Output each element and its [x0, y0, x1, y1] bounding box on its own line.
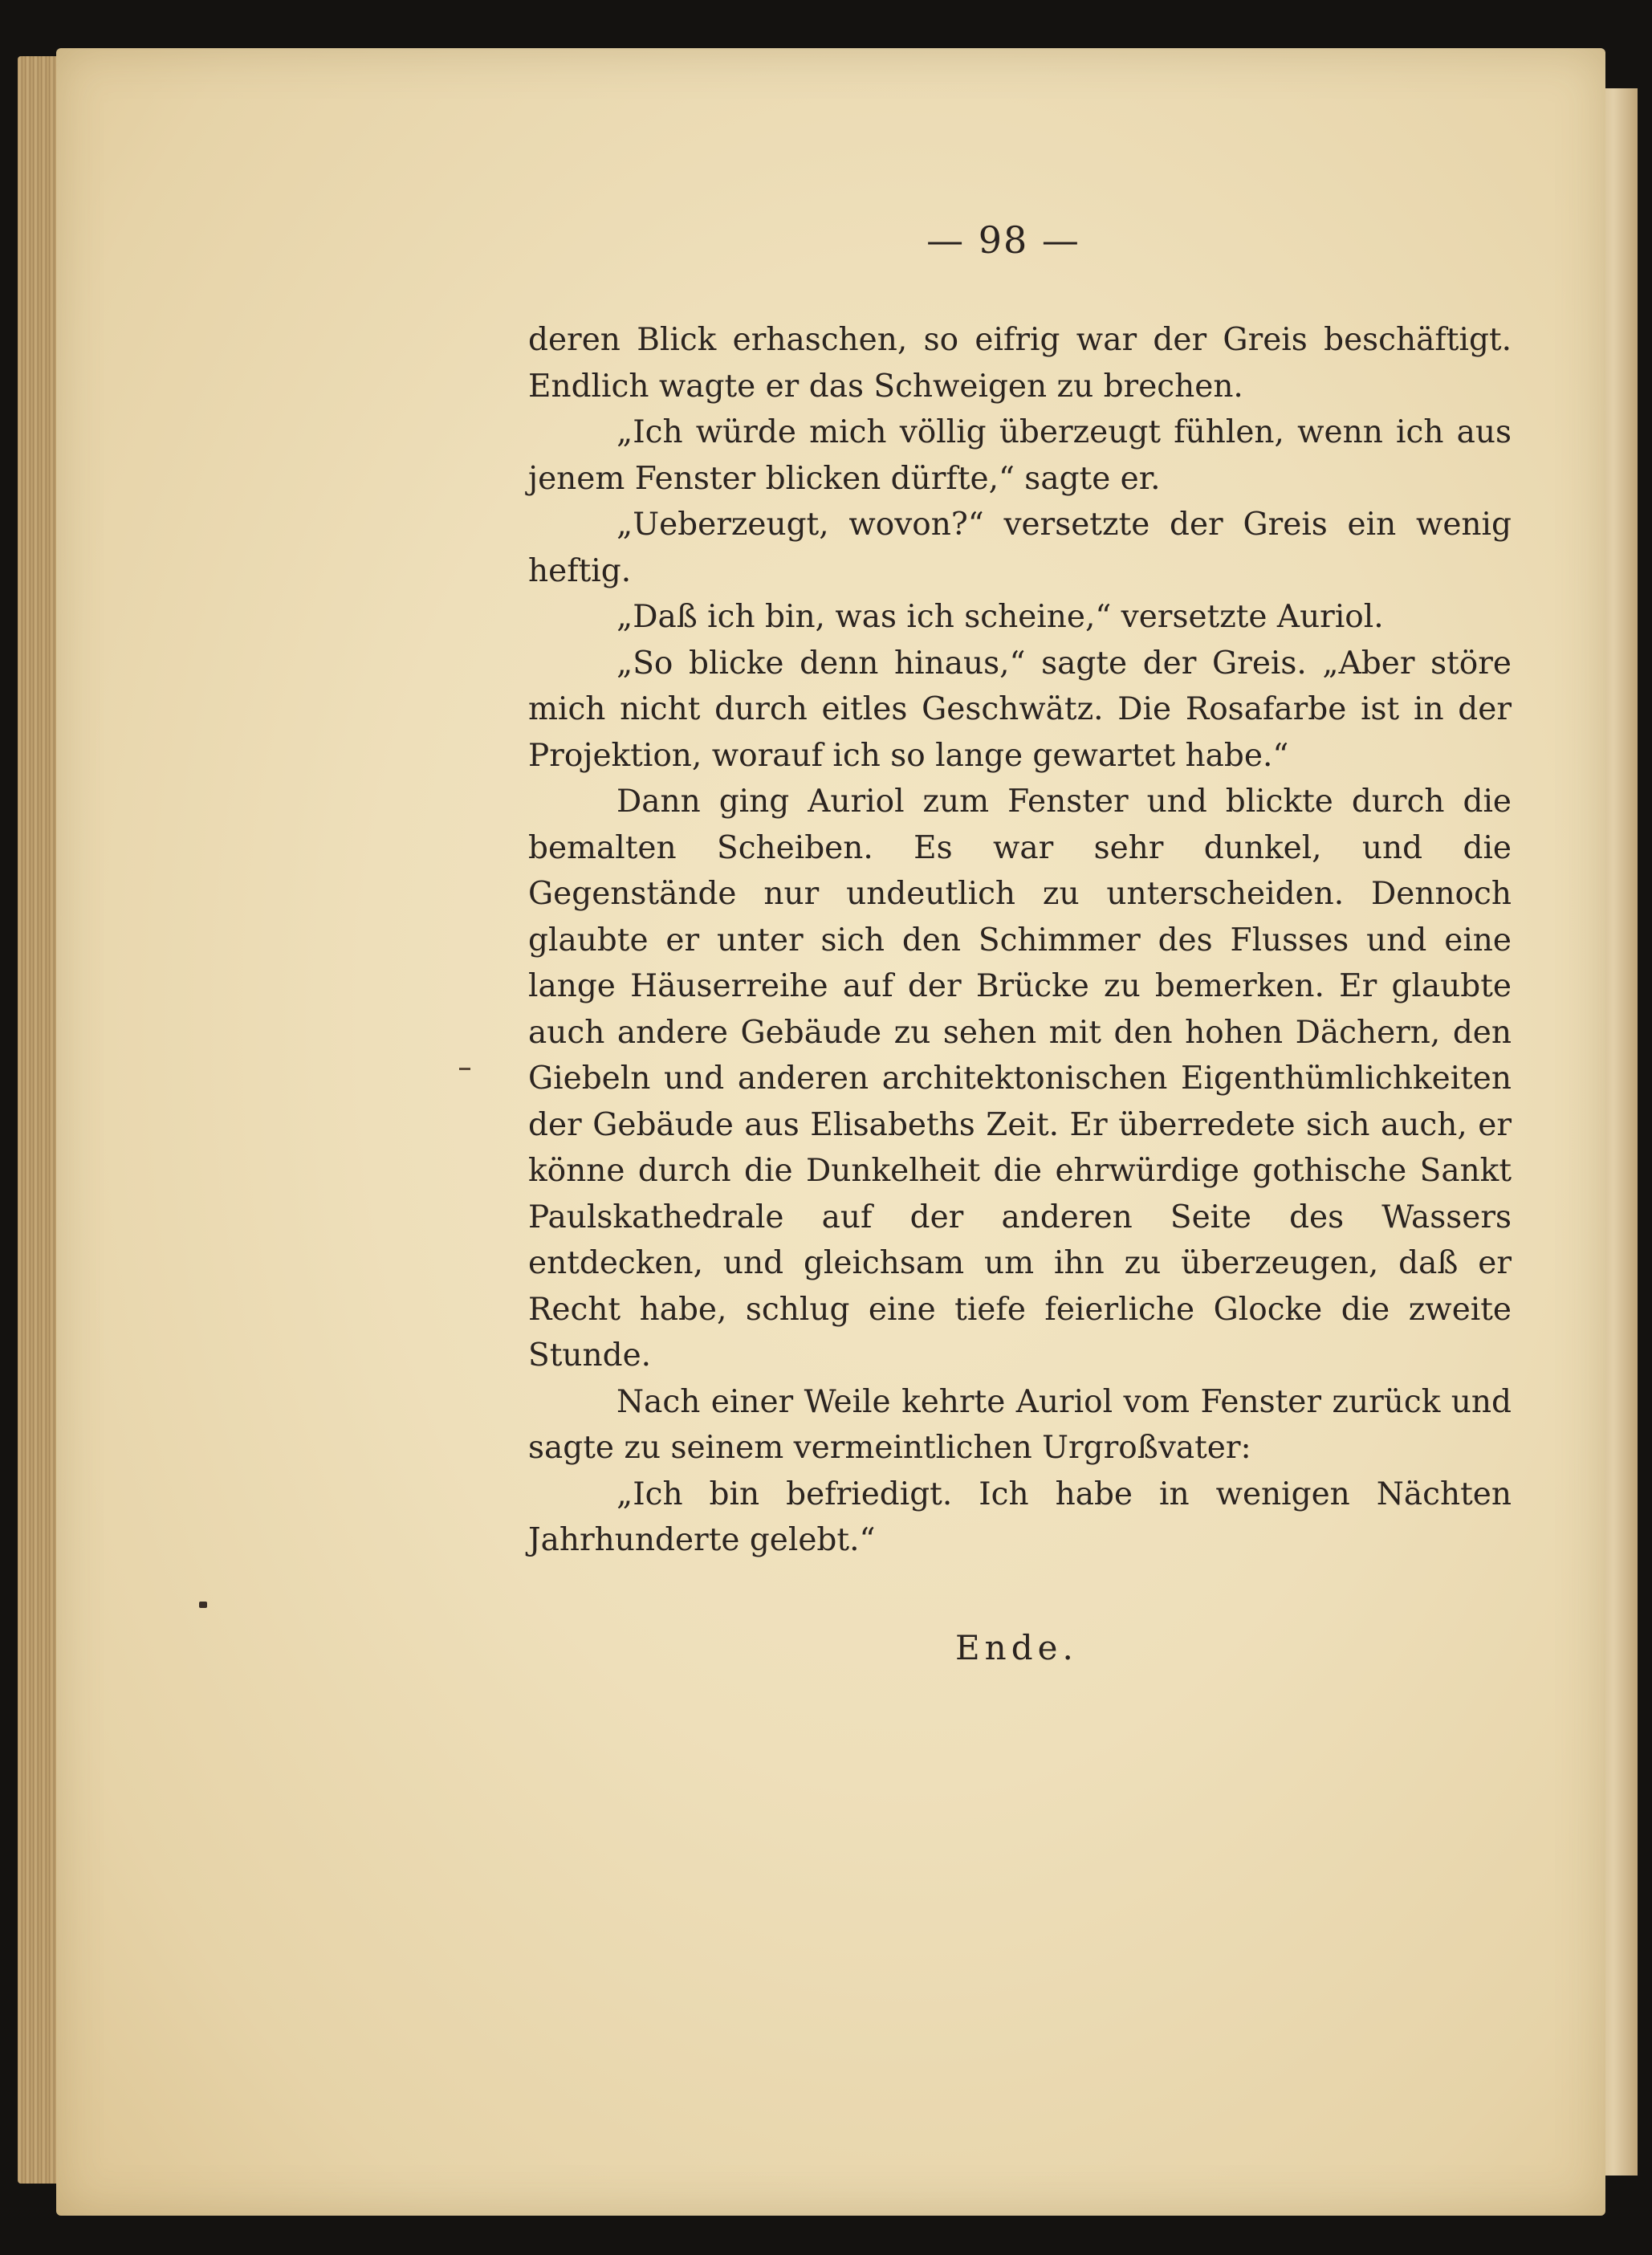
paragraph: „Ich würde mich völlig überzeugt fühlen, wenn ich aus jenem Fenster blicken dürfte,“ sagte er.	[528, 414, 1512, 497]
paragraph: deren Blick erhaschen, so eifrig war der Greis beschäftigt. Endlich wagte er das Schweigen zu brechen.	[528, 322, 1512, 405]
page-number: — 98 —	[926, 218, 1080, 262]
paragraph: „Ueberzeugt, wovon?“ versetzte der Greis ein wenig heftig.	[528, 507, 1512, 589]
paragraph: „Daß ich bin, was ich scheine,“ versetzte Auriol.	[616, 599, 1384, 635]
paragraph: Nach einer Weile kehrte Auriol vom Fenster zurück und sagte zu seinem vermeintlichen Urgroßvater:	[528, 1383, 1512, 1466]
margin-dot-mark	[199, 1602, 207, 1608]
margin-dash-mark	[459, 1068, 470, 1070]
end-label: Ende.	[955, 1628, 1078, 1667]
page-body-text	[528, 317, 1512, 1564]
paragraph: Dann ging Auriol zum Fenster und blickte durch die bemalten Scheiben. Es war sehr dunkel, und die Gegenstände nur undeutlich zu unterscheiden. Dennoch glaubte er unter sich den Schimmer des Flusses und eine lange Häuserreihe auf der Brücke zu bemerken. Er glaubte auch andere Gebäude zu sehen mit den hohen Dächern, den Giebeln und anderen architektonischen Eigenthümlichkeiten der Gebäude aus Elisabeths Zeit. Er überredete sich auch, er könne durch die Dunkelheit die ehrwürdige gothische Sankt Paulskathedrale auf der anderen Seite des Wassers entdecken, und gleichsam um ihn zu überzeugen, daß er Recht habe, schlug eine tiefe feierliche Glocke die zweite Stunde.	[528, 784, 1512, 1374]
paragraph: „Ich bin befriedigt. Ich habe in wenigen Nächten Jahrhunderte gelebt.“	[528, 1476, 1512, 1558]
paragraph: „So blicke denn hinaus,“ sagte der Greis. „Aber störe mich nicht durch eitles Geschwätz. Die Rosafarbe ist in der Projektion, worauf ich so lange gewartet habe.“	[528, 645, 1512, 774]
